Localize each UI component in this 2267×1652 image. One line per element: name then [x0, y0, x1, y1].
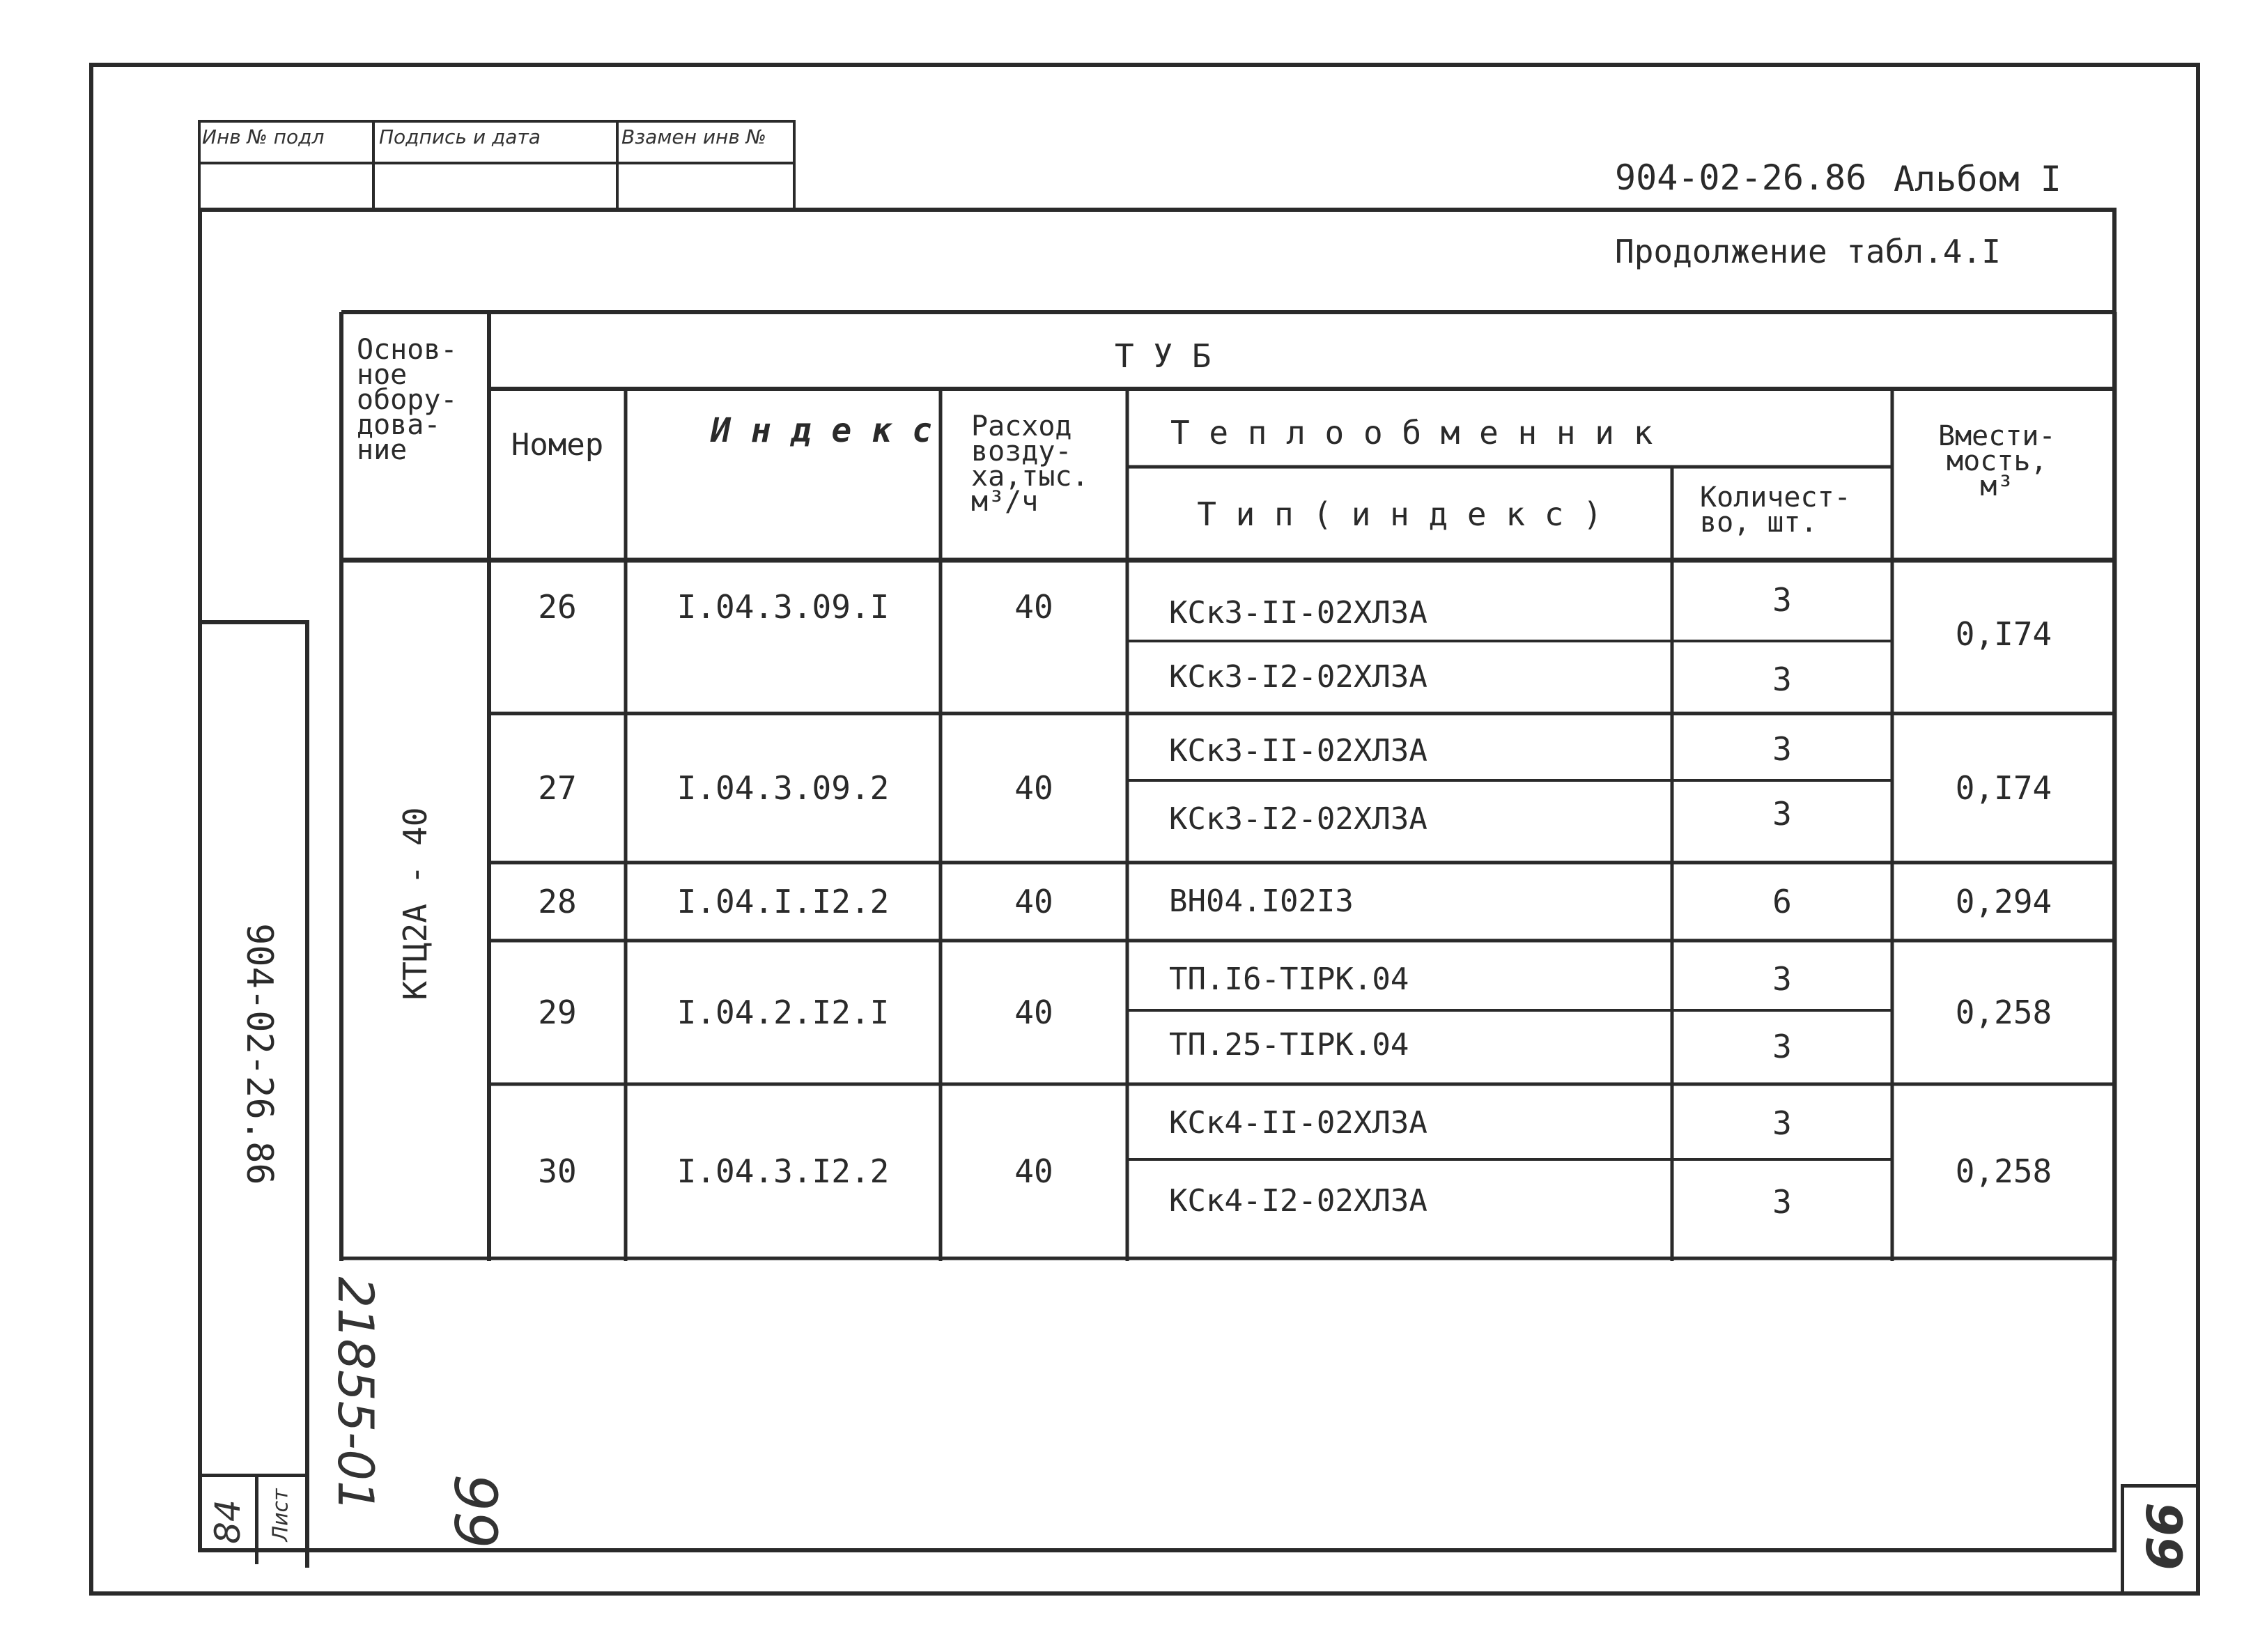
row-index: I.04.3.09.2 [676, 769, 890, 807]
row-type: ТП.I6-ТIРК.04 [1169, 962, 1409, 997]
row-capacity: 0,I74 [1955, 615, 2052, 653]
side-doc-code: 904-02-26.86 [238, 923, 280, 1185]
row-capacity: 0,294 [1955, 883, 2052, 920]
row-airflow: 40 [1014, 1152, 1053, 1190]
row-number: 27 [538, 769, 577, 807]
header-airflow: Расход возду- ха,тыс. м³/ч [971, 410, 1089, 518]
row-qty: 3 [1772, 581, 1792, 619]
side-sheet-no: 84 [208, 1499, 248, 1544]
row-qty: 3 [1772, 1183, 1792, 1221]
row-qty: 3 [1772, 730, 1792, 768]
side-sheet-label: Лист [268, 1488, 293, 1542]
header-type: Т и п ( и н д е к с ) [1197, 495, 1602, 533]
row-qty: 3 [1772, 1028, 1792, 1065]
row-airflow: 40 [1014, 994, 1053, 1031]
row-qty: 3 [1772, 661, 1792, 698]
row-number: 30 [538, 1152, 577, 1190]
row-number: 29 [538, 994, 577, 1031]
row-airflow: 40 [1014, 883, 1053, 920]
album-label: Альбом I [1894, 159, 2061, 199]
header-number: Номер [511, 426, 604, 463]
row-type: КСк3-II-02ХЛ3А [1169, 733, 1427, 769]
row-index: I.04.I.I2.2 [676, 883, 890, 920]
header-index: И н д е к с [711, 411, 932, 450]
row-qty: 3 [1772, 1104, 1792, 1142]
header-capacity: Вмести- мость, м³ [1938, 420, 2056, 502]
row-index: I.04.3.I2.2 [676, 1152, 890, 1190]
row-type: ТП.25-ТIРК.04 [1169, 1027, 1409, 1063]
side-page-mark: 99 [441, 1474, 509, 1549]
row-number: 28 [538, 883, 577, 920]
stamp-inv-no: Инв № подл [202, 125, 325, 148]
row-capacity: 0,258 [1955, 994, 2052, 1031]
row-qty: 3 [1772, 795, 1792, 833]
row-type: КСк3-II-02ХЛ3А [1169, 595, 1427, 631]
row-index: I.04.2.I2.I [676, 994, 890, 1031]
doc-code: 904-02-26.86 [1615, 157, 1867, 198]
stamp-replace-inv: Взамен инв № [621, 125, 766, 148]
page-number: 99 [2135, 1502, 2192, 1570]
row-qty: 3 [1772, 960, 1792, 998]
table-continuation: Продолжение табл.4.I [1615, 233, 2001, 270]
row-type: ВН04.I02I3 [1169, 883, 1354, 919]
row-airflow: 40 [1014, 588, 1053, 626]
header-equipment: Основ- ное обору- дова- ние [357, 334, 458, 466]
row-capacity: 0,I74 [1955, 769, 2052, 807]
row-airflow: 40 [1014, 769, 1053, 807]
row-type: КСк3-I2-02ХЛ3А [1169, 801, 1427, 837]
header-exchanger: Т е п л о о б м е н н и к [1170, 414, 1653, 451]
header-quantity: Количест- во, шт. [1700, 481, 1851, 539]
side-handwritten-no: 21855-01 [327, 1276, 384, 1512]
stamp-signature-date: Подпись и дата [379, 125, 541, 148]
row-qty: 6 [1772, 883, 1792, 920]
equipment-name: КТЦ2А - 40 [396, 807, 434, 1001]
header-group-tub: Т У Б [1115, 337, 1212, 375]
row-type: КСк3-I2-02ХЛ3А [1169, 659, 1427, 695]
row-index: I.04.3.09.I [676, 588, 890, 626]
row-capacity: 0,258 [1955, 1152, 2052, 1190]
row-type: КСк4-II-02ХЛ3А [1169, 1105, 1427, 1141]
row-number: 26 [538, 588, 577, 626]
row-type: КСк4-I2-02ХЛ3А [1169, 1183, 1427, 1219]
